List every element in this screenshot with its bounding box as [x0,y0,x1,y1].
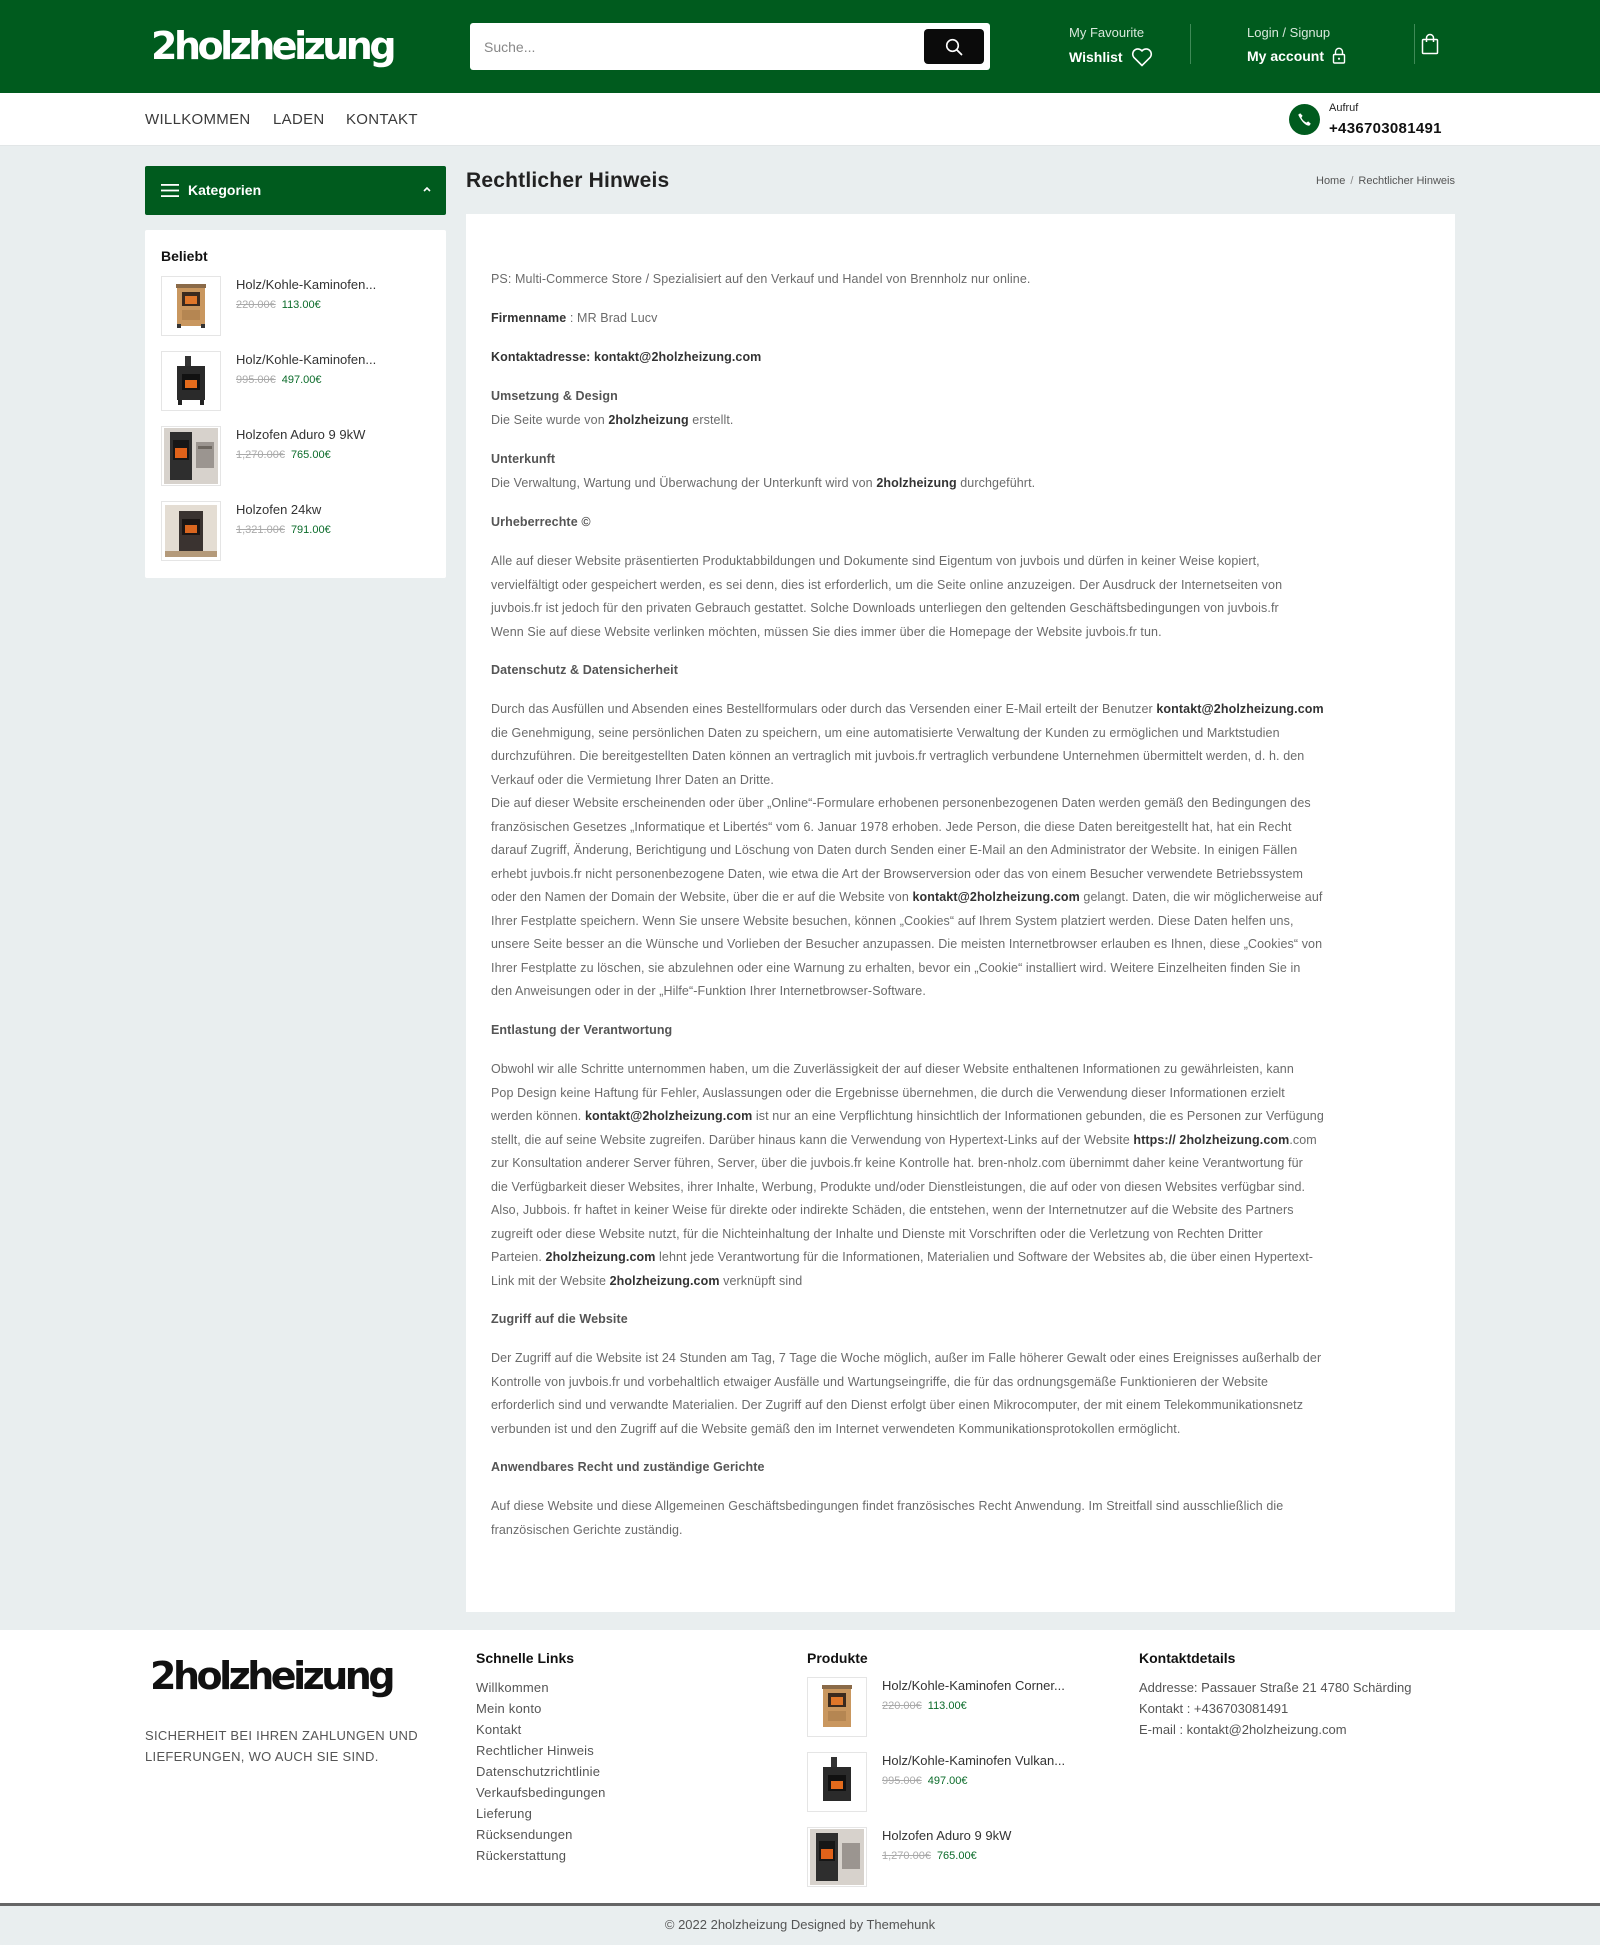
quick-links-title: Schnelle Links [476,1650,575,1666]
product-thumbnail[interactable] [807,1827,867,1887]
popular-products [145,230,446,578]
footer-link-datenschutz[interactable]: Datenschutzrichtlinie [476,1764,601,1779]
sale-price: 765.00€ [290,449,331,461]
paragraph-line [491,702,1324,716]
paragraph-line [491,1133,1317,1147]
product-name[interactable]: Holzofen Aduro 9 9kW [236,427,366,442]
paragraph-line: Alle auf dieser Website präsentierten Produktabbildungen und Dokumente sind Eigentum von juvbois und dürfen in keiner Weise kopiert, [491,554,1260,568]
website-link[interactable]: 2holzheizung.com [545,1250,656,1264]
contact-address [491,350,761,364]
product-price [236,374,322,386]
stove-image [810,1829,864,1885]
text-segment: durchgeführt. [956,476,1036,490]
footer-link-lieferung[interactable]: Lieferung [476,1806,533,1821]
call-label: Aufruf [1329,102,1359,114]
paragraph-line: Ihrer Festplatte zu löschen, sie abzulehnen oder eine Warnung zu erhalten, bevor ein „Cookie“ installiert wird. Weitere Einzelheiten finden Sie in [491,960,1301,975]
paragraph-line: Wenn Sie auf diese Website verlinken möchten, müssen Sie dies immer über die Homepage der Website juvbois.fr tun. [491,624,1162,639]
stove-image [171,282,211,330]
paragraph-line: die Genehmigung, seine persönlichen Daten zu speichern, um eine automatisierte Verwaltung der Kunden zu ermöglichen und Marktstudien [491,725,1280,740]
paragraph-line [491,476,1035,490]
paragraph-line: erforderlich sind und verwandte Materialien. Der Zugriff auf den Dienst erfolgt über einen Mikrocomputer, der mit einem Telekommunikationsnetz [491,1398,1304,1412]
paragraph-line: darauf Zugriff, Änderung, Berichtigung und Löschung von Daten durch Senden einer E-Mail an den Administrator der Website. In einigen Fällen [491,843,1298,857]
footer-divider [0,1903,1600,1906]
stove-image [165,505,217,557]
header-divider [1414,24,1415,64]
breadcrumb-separator: / [1350,175,1354,187]
old-price: 1,321.00€ [236,524,285,536]
section-heading: Unterkunft [491,452,556,466]
account-link[interactable] [1247,25,1346,64]
section-heading: Zugriff auf die Website [491,1312,628,1326]
sale-price: 113.00€ [281,299,321,311]
footer-logo[interactable]: 2holzheizung [150,1654,393,1698]
product-price [236,449,331,461]
email-link[interactable]: kontakt@2holzheizung.com [584,1109,753,1123]
hamburger-icon [161,184,179,197]
footer-tagline: SICHERHEIT BEI IHREN ZAHLUNGEN UND LIEFERUNGEN, WO AUCH SIE SIND. [145,1728,418,1764]
sale-price: 791.00€ [290,524,331,536]
paragraph-line: Pop Design keine Haftung für Fehler, Auslassungen oder die Ergebnisse übernehmen, die durch die Verwendung dieser Informationen erzielt [491,1085,1285,1100]
top-header [0,0,1600,93]
paragraph-line: vervielfältigt oder gespeichert werden, es sei denn, dies ist erforderlich, um die Seite online anzuzeigen. Der Ausdruck der Internetseiten von [491,577,1283,592]
text-segment: oder den Namen der Domain der Website, über die er auf die Website von [491,890,913,904]
footer-link-verkaufsbedingungen[interactable]: Verkaufsbedingungen [476,1785,606,1800]
footer-phone[interactable]: Kontakt : +436703081491 [1139,1701,1289,1716]
paragraph-line: zur Konsultation anderer Server führen, Server, über die juvbois.fr keine Kontrolle hat. bren-nholz.com übernimmt daher keine Verantwortung für [491,1156,1303,1170]
shopping-bag-icon [1420,33,1440,55]
popular-product[interactable] [161,426,436,488]
paragraph-line: verbunden ist und den Zugriff auf die Website gemäß den im Internet verwendeten Kommunikationsprotokollen ermöglicht. [491,1421,1181,1436]
paragraph-line [491,413,733,427]
paragraph-line: Die auf dieser Website erscheinenden oder über „Online“-Formulare erhobenen personenbezogenen Daten werden gemäß den Bedingungen des [491,796,1311,810]
sale-price: 497.00€ [281,374,322,386]
old-price: 995.00€ [236,374,276,386]
text-segment: Durch das Ausfüllen und Absenden eines Bestellformulars oder durch das Versenden einer E-Mail erteilt der Benutzer [491,702,1157,716]
section-heading: Datenschutz & Datensicherheit [491,663,678,677]
old-price: 1,270.00€ [236,449,285,461]
product-price [882,1850,977,1862]
text-strong: 2holzheizung [608,413,689,427]
footer-address: Addresse: Passauer Straße 21 4780 Schärding [1139,1680,1412,1695]
stove-image [817,1757,857,1807]
product-name[interactable]: Holzofen 24kw [236,502,322,517]
paragraph-line: Ihrer Festplatte speichern. Wenn Sie unsere Website besuchen, können „Cookies“ auf Ihrem System platziert werden. Diese Daten helfen uns, [491,913,1294,928]
footer-product[interactable] [807,1677,1107,1739]
paragraph-line: Also, Jubbois. fr haftet in keiner Weise für direkte oder indirekte Schäden, die entstehen, wenn der Internetnutzer auf die Website des Partners [491,1203,1294,1217]
product-price [236,524,331,536]
text-segment: verknüpft sind [719,1273,803,1288]
search-bar [470,23,990,70]
product-price [882,1775,968,1787]
page-title: Rechtlicher Hinweis [466,169,670,192]
paragraph-line: Obwohl wir alle Schritte unternommen haben, um die Zuverlässigkeit der auf dieser Website enthaltenen Informationen zu gewährleisten, kann [491,1062,1294,1076]
nav-item-willkommen[interactable]: WILLKOMMEN [145,111,251,128]
company-name-label: Firmenname [491,311,567,325]
footer-link-rechtlicher-hinweis[interactable]: Rechtlicher Hinweis [476,1743,594,1758]
text-segment: Die Seite wurde von [491,413,609,427]
paragraph-line: französischen Gesetzes „Informatique et Libertés“ vom 6. Januar 1978 erhoben. Jede Person, die diese Daten bereitgestellt hat, hat ein Recht [491,819,1292,834]
company-name-value: : MR Brad Lucv [566,311,658,325]
section-heading: Urheberrechte © [491,515,591,529]
paragraph-line: die Verfügbarkeit dieser Websites, ihrer Inhalte, Werbung, Produkte und/oder Dienstleistungen, die auf oder von diesen Websites verfügbar sind. [491,1179,1306,1194]
paragraph-line: Verkauf oder die Vermietung Ihrer Daten an Dritte. [491,772,774,787]
heart-icon [1131,47,1153,67]
text-segment: Link mit der Website [491,1273,610,1288]
paragraph-line [491,890,1322,904]
product-name[interactable]: Holz/Kohle-Kaminofen... [236,277,377,292]
product-thumbnail[interactable] [807,1752,867,1812]
paragraph-line: Der Zugriff auf die Website ist 24 Stunden am Tag, 7 Tage die Woche möglich, außer im Falle höherer Gewalt oder eines Ereignisses außerhalb der [491,1351,1322,1365]
product-name[interactable]: Holz/Kohle-Kaminofen Corner... [882,1678,1065,1693]
paragraph-line: zugreift oder diese Website nutzt, für die Nichteinhaltung der Inhalte und Dienste mit Vorschriften oder die Verletzung von Rechten Dritter [491,1226,1263,1241]
wishlist-link[interactable] [1069,25,1153,67]
sale-price: 113.00€ [927,1700,967,1712]
text-segment: erstellt. [688,413,734,427]
copyright: © 2022 2holzheizung Designed by Themehunk [664,1917,936,1932]
popular-product[interactable] [161,501,436,563]
stove-image [171,356,211,406]
account-label: My account [1247,47,1325,64]
text-segment: gelangt. Daten, die wir möglicherweise auf [1079,890,1323,904]
breadcrumb [1316,175,1455,187]
text-segment: ist nur an eine Verpflichtung hinsichtlich der Informationen gebunden, die es Personen zur Verfügung [752,1109,1324,1123]
section-heading: Umsetzung & Design [491,389,618,403]
footer-link-willkommen[interactable]: Willkommen [476,1680,549,1695]
intro-text: PS: Multi-Commerce Store / Spezialisiert auf den Verkauf und Handel von Brennholz nur online. [491,272,1031,286]
paragraph-line: erhebt juvbois.fr nicht personenbezogene Daten, wie etwa die Art der Browserversion oder das von einem Besucher verwendete Betriebssystem [491,866,1304,881]
old-price: 1,270.00€ [882,1850,931,1862]
text-strong: 2holzheizung [876,476,957,490]
text-segment: lehnt jede Verantwortung für die Informationen, Materialien und Software der Websites ab, die über einen Hypertext- [655,1250,1314,1264]
paragraph-line: juvbois.fr ist jedoch für den privaten Gebrauch gestattet. Solche Downloads unterliegen den geltenden Geschäftsbedingungen von juvbois.fr [491,601,1279,615]
text-segment: Die Verwaltung, Wartung und Überwachung der Unterkunft wird von [491,476,877,490]
email-link[interactable]: kontakt@2holzheizung.com [912,890,1080,904]
categories-label: Kategorien [188,182,262,198]
popular-product[interactable] [161,351,436,413]
product-price [882,1700,967,1712]
site-logo[interactable]: 2holzheizung [151,24,394,68]
section-heading: Entlastung der Verantwortung [491,1023,673,1037]
paragraph-line: unsere Seite besser an die Wünsche und Vorlieben der Besucher anzupassen. Die meisten Internetbrowser erlauben es Ihnen, diese „Cookies“ von [491,937,1323,951]
website-link[interactable]: https:// 2holzheizung.com [1133,1132,1290,1147]
paragraph-line: durchzuführen. Die bereitgestellten Daten können an vertraglich mit juvbois.fr vertraglich verbundene Unternehmen übermittelt werden, d. h. den [491,749,1305,763]
popular-title: Beliebt [161,248,208,264]
breadcrumb-current: Rechtlicher Hinweis [1358,175,1455,187]
footer-link-ruecksendungen[interactable]: Rücksendungen [476,1827,573,1842]
site-footer [0,1630,1600,1905]
footer-link-mein-konto[interactable]: Mein konto [476,1701,542,1716]
product-thumbnail[interactable] [807,1677,867,1737]
company-name [491,311,657,325]
sale-price: 497.00€ [927,1775,968,1787]
product-thumbnail[interactable] [161,276,221,336]
product-name[interactable]: Holz/Kohle-Kaminofen Vulkan... [882,1753,1066,1768]
header-divider [1190,24,1191,64]
paragraph-line [491,1250,1313,1264]
stove-image [164,428,218,484]
search-icon [945,38,963,56]
paragraph-line: den Anweisungen oder in der „Hilfe“-Funktion Ihrer Internetbrowser-Software. [491,984,926,998]
wishlist-caption: My Favourite [1069,25,1145,40]
old-price: 220.00€ [882,1700,922,1712]
contact-details-title: Kontaktdetails [1139,1650,1236,1666]
search-button[interactable] [924,29,984,64]
paragraph-line: Auf diese Website und diese Allgemeinen Geschäftsbedingungen findet französisches Recht Anwendung. Im Streitfall sind ausschließlich die [491,1499,1284,1513]
paragraph-line [491,1274,802,1288]
text-segment: stellt, die auf seine Website zugreifen. Darüber hinaus kann die Verwendung von Hypertext-Links auf der Website [491,1132,1134,1147]
account-caption: Login / Signup [1247,25,1331,40]
nav-item-laden[interactable]: LADEN [273,111,325,128]
stove-image [817,1683,857,1731]
wishlist-label: Wishlist [1069,49,1123,65]
footer-link-rueckerstattung[interactable]: Rückerstattung [476,1848,567,1863]
product-name[interactable]: Holz/Kohle-Kaminofen... [236,352,377,367]
call-button[interactable] [1289,104,1320,135]
paragraph-line [491,1109,1324,1123]
old-price: 995.00€ [882,1775,922,1787]
text-segment: Parteien. [491,1250,546,1264]
categories-toggle[interactable] [145,166,446,215]
website-link[interactable]: 2holzheizung.com [609,1273,720,1288]
popular-product[interactable] [161,276,436,338]
footer-email[interactable]: E-mail : kontakt@2holzheizung.com [1139,1722,1347,1737]
contact-address-text: Kontaktadresse: kontakt@2holzheizung.com [491,350,762,364]
nav-item-kontakt[interactable]: KONTAKT [346,111,418,128]
text-segment: werden können. [491,1109,585,1123]
product-price [236,299,321,311]
footer-product[interactable] [807,1827,1107,1889]
section-heading: Anwendbares Recht und zuständige Gerichte [491,1460,765,1474]
legal-notice-content [466,214,1455,1612]
footer-product[interactable] [807,1752,1107,1814]
sale-price: 765.00€ [936,1850,977,1862]
call-number[interactable]: +436703081491 [1329,120,1442,137]
phone-icon [1297,112,1312,127]
product-name[interactable]: Holzofen Aduro 9 9kW [882,1828,1012,1843]
paragraph-line: französischen Gerichte zuständig. [491,1522,683,1537]
product-thumbnail[interactable] [161,501,221,561]
paragraph-line: Kontrolle von juvbois.fr und vorbehaltlich etwaiger Ausfälle und Wartungseingriffe, die für das ordnungsgemäße Funktionieren der Website [491,1374,1268,1389]
old-price: 220.00€ [236,299,276,311]
product-thumbnail[interactable] [161,351,221,411]
lock-icon [1332,47,1346,64]
footer-link-kontakt[interactable]: Kontakt [476,1722,522,1737]
text-segment: .com [1289,1132,1317,1147]
email-link[interactable]: kontakt@2holzheizung.com [1156,702,1324,716]
search-input[interactable] [470,23,920,70]
chevron-up-icon [422,185,432,193]
cart-button[interactable] [1420,33,1440,60]
product-thumbnail[interactable] [161,426,221,486]
breadcrumb-home[interactable]: Home [1316,175,1346,187]
footer-products-title: Produkte [807,1650,868,1666]
